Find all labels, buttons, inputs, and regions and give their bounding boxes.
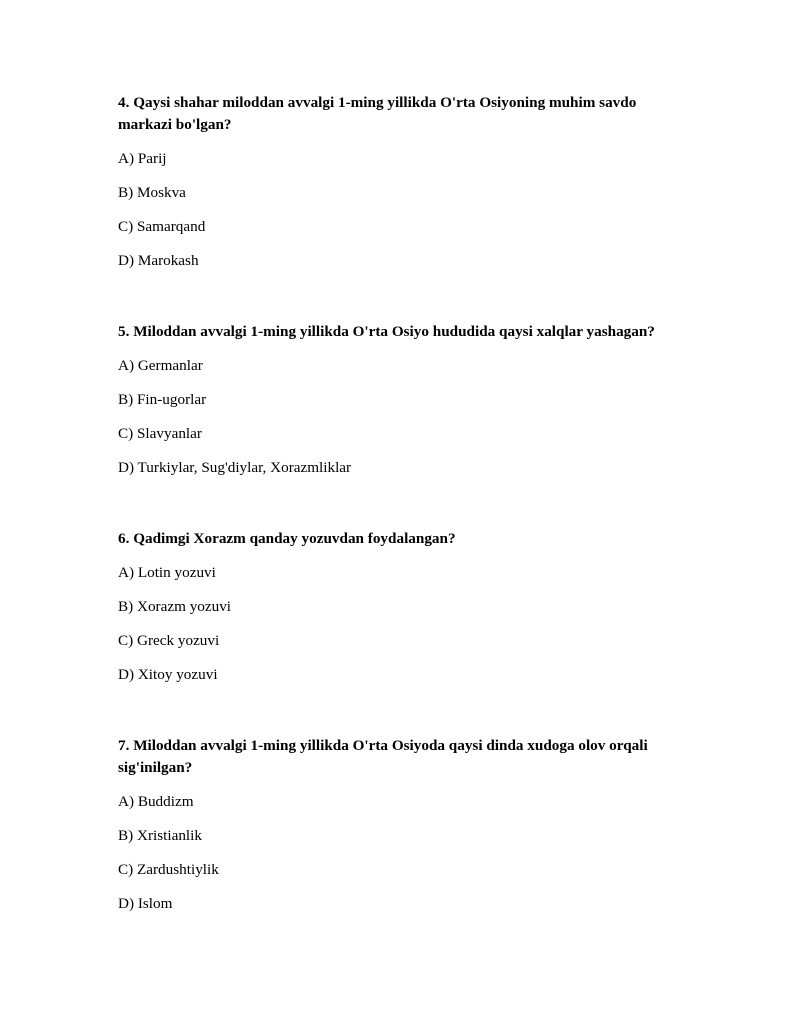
option-b: B) Fin-ugorlar: [118, 391, 207, 408]
question-5: [118, 321, 688, 479]
question-7: [118, 735, 688, 915]
question-6: [118, 528, 688, 686]
question-title: 6. Qadimgi Xorazm qanday yozuvdan foydalangan?: [118, 530, 456, 547]
option-d: D) Turkiylar, Sug'diylar, Xorazmliklar: [118, 459, 352, 476]
question-title: 5. Miloddan avvalgi 1-ming yillikda O'rta Osiyo hududida qaysi xalqlar yashagan?: [118, 323, 655, 340]
option-b: B) Moskva: [118, 184, 186, 201]
question-4: [118, 92, 688, 272]
option-d: D) Xitoy yozuvi: [118, 666, 218, 683]
option-b: B) Xorazm yozuvi: [118, 598, 232, 615]
option-a: A) Buddizm: [118, 793, 194, 810]
option-c: C) Greck yozuvi: [118, 632, 220, 649]
option-b: B) Xristianlik: [118, 827, 202, 844]
option-c: C) Samarqand: [118, 218, 206, 235]
option-a: A) Parij: [118, 150, 167, 167]
document-page: [118, 92, 688, 915]
question-title: 4. Qaysi shahar miloddan avvalgi 1-ming yillikda O'rta Osiyoning muhim savdo markazi bo'lgan?: [118, 94, 637, 133]
option-d: D) Marokash: [118, 252, 199, 269]
option-a: A) Germanlar: [118, 357, 203, 374]
question-title: 7. Miloddan avvalgi 1-ming yillikda O'rta Osiyoda qaysi dinda xudoga olov orqali sig'inilgan?: [118, 737, 648, 776]
option-c: C) Slavyanlar: [118, 425, 202, 442]
option-c: C) Zardushtiylik: [118, 861, 219, 878]
option-d: D) Islom: [118, 895, 173, 912]
option-a: A) Lotin yozuvi: [118, 564, 216, 581]
